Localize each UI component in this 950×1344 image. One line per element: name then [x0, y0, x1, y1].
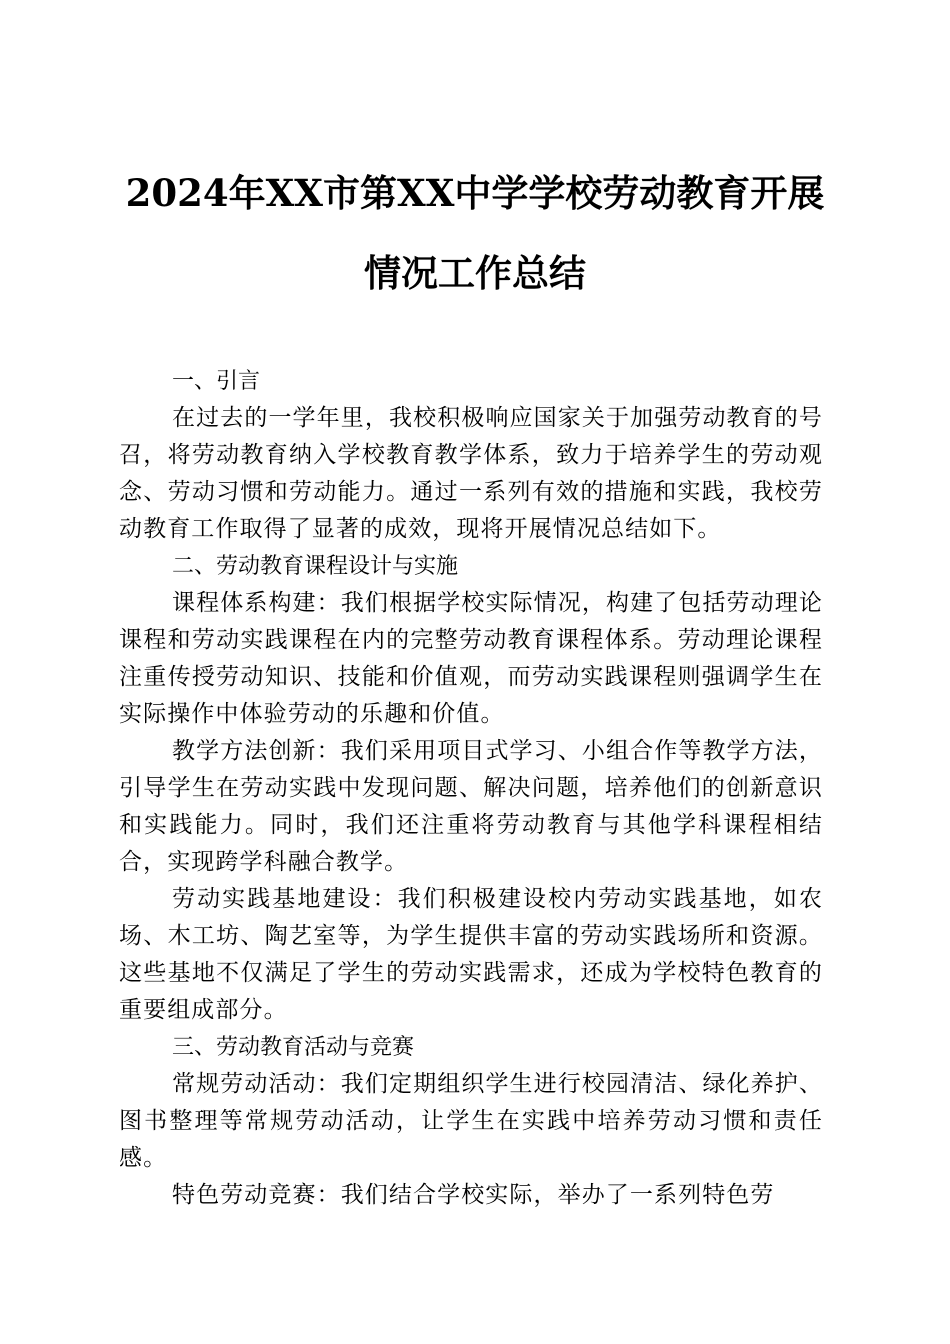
section-introduction — [119, 363, 823, 548]
paragraph: 教学方法创新：我们采用项目式学习、小组合作等教学方法，引导学生在劳动实践中发现问题、解决问题，培养他们的创新意识和实践能力。同时，我们还注重将劳动教育与其他学科课程相结合，实现跨学科融合教学。 — [119, 738, 823, 875]
section-activities — [119, 1029, 823, 1214]
section-heading: 三、劳动教育活动与竞赛 — [172, 1035, 415, 1060]
document-title: 2024年XX市第XX中学学校劳动教育开展情况工作总结 — [125, 171, 825, 295]
paragraph: 劳动实践基地建设：我们积极建设校内劳动实践基地，如农场、木工坊、陶艺室等，为学生提供丰富的劳动实践场所和资源。这些基地不仅满足了学生的劳动实践需求，还成为学校特色教育的重要组成部分。 — [119, 886, 823, 1023]
section-curriculum — [119, 548, 823, 1029]
paragraph: 常规劳动活动：我们定期组织学生进行校园清洁、绿化养护、图书整理等常规劳动活动，让学生在实践中培养劳动习惯和责任感。 — [119, 1071, 823, 1171]
section-heading: 一、引言 — [172, 369, 261, 394]
paragraph: 课程体系构建：我们根据学校实际情况，构建了包括劳动理论课程和劳动实践课程在内的完整劳动教育课程体系。劳动理论课程注重传授劳动知识、技能和价值观，而劳动实践课程则强调学生在实际操作中体验劳动的乐趣和价值。 — [119, 590, 823, 727]
document-body — [119, 363, 823, 1214]
paragraph: 特色劳动竞赛：我们结合学校实际，举办了一系列特色劳 — [172, 1182, 775, 1208]
section-heading: 二、劳动教育课程设计与实施 — [172, 554, 459, 579]
paragraph: 在过去的一学年里，我校积极响应国家关于加强劳动教育的号召，将劳动教育纳入学校教育教学体系，致力于培养学生的劳动观念、劳动习惯和劳动能力。通过一系列有效的措施和实践，我校劳动教育工作取得了显著的成效，现将开展情况总结如下。 — [119, 405, 823, 542]
